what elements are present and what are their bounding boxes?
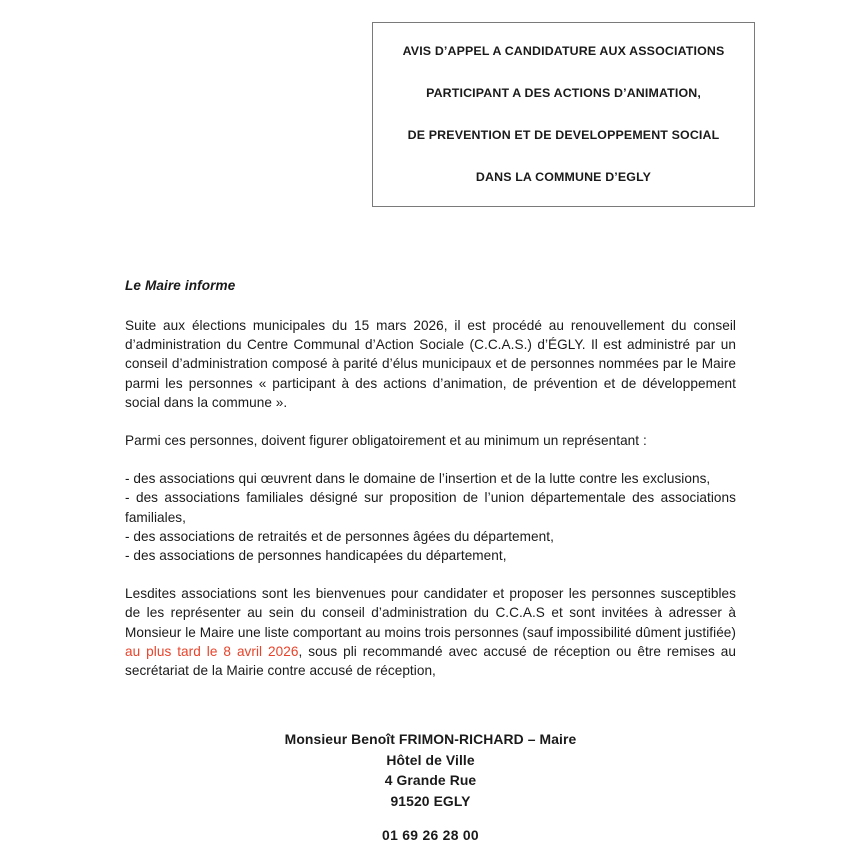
title-line-1: AVIS D’APPEL A CANDIDATURE AUX ASSOCIATIONS xyxy=(402,44,725,59)
signature-name: Monsieur Benoît FRIMON-RICHARD – Maire xyxy=(284,731,577,747)
contact-phone: 01 69 26 28 00 xyxy=(382,827,479,843)
list-item: - des associations de retraités et de personnes âgées du département, xyxy=(125,528,554,544)
lead-heading: Le Maire informe xyxy=(125,278,236,293)
signature-building: Hôtel de Ville xyxy=(386,751,475,768)
title-line-2: PARTICIPANT A DES ACTIONS D’ANIMATION, xyxy=(426,86,701,101)
paragraph-closing xyxy=(125,584,736,680)
closing-text-before: Lesdites associations sont les bienvenues pour candidater et proposer les personnes susceptibles de les représenter au sein du conseil d’administration du C.C.A.S et sont invitées à adresser à Monsieur le Maire une liste comportant au moins trois personnes (sauf impossibilité dûment justifiée) xyxy=(125,586,736,640)
list-item: - des associations familiales désigné sur proposition de l’union départementale des associations familiales, xyxy=(125,490,736,525)
title-line-3: DE PREVENTION ET DE DEVELOPPEMENT SOCIAL xyxy=(407,128,720,142)
signature-city: 91520 EGLY xyxy=(390,792,471,809)
requirements-list xyxy=(125,469,736,565)
list-item: - des associations de personnes handicapées du département, xyxy=(125,548,507,564)
closing-text-after: , sous pli recommandé avec accusé de réception ou être remises au secrétariat de la Mairie contre accusé de réception, xyxy=(125,643,736,679)
title-line-4: DANS LA COMMUNE D’EGLY xyxy=(475,169,652,184)
paragraph-intro: Suite aux élections municipales du 15 mars 2026, il est procédé au renouvellement du conseil d’administration du Centre Communal d’Action Sociale (C.C.A.S.) d’ÉGLY. Il est administré par un conseil d’administration composé à parité d’élus municipaux et de personnes nommées par le Maire parmi les personnes « participant à des actions d’animation, de prévention et de développement social dans la commune ». xyxy=(125,318,736,410)
deadline-highlight: au plus tard le 8 avril 2026 xyxy=(125,643,299,659)
signature-block xyxy=(125,729,736,811)
list-item: - des associations qui œuvrent dans le domaine de l’insertion et de la lutte contre les exclusions, xyxy=(125,471,711,487)
paragraph-requirements-intro: Parmi ces personnes, doivent figurer obligatoirement et au minimum un représentant : xyxy=(125,433,647,449)
signature-street: 4 Grande Rue xyxy=(384,772,477,788)
notice-title-box xyxy=(372,22,755,207)
document-body xyxy=(125,276,736,680)
